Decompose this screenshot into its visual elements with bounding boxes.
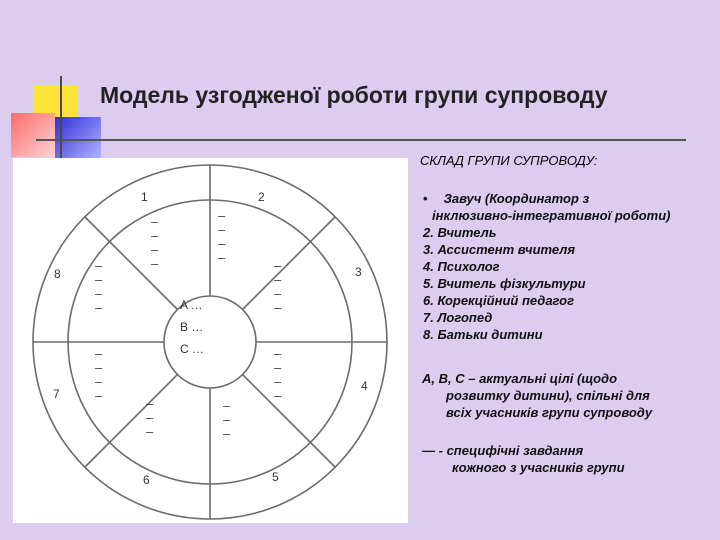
goals-legend — [422, 370, 712, 421]
sector-number-8: 8 — [54, 267, 61, 281]
divider-ne — [243, 217, 336, 310]
task-dash-mark: – — [274, 374, 282, 389]
task-dash-mark: – — [95, 388, 103, 403]
task-dash-mark: – — [274, 360, 282, 375]
task-dash-mark: – — [95, 360, 103, 375]
list-item: 4. Психолог — [423, 259, 500, 274]
member-list — [423, 190, 671, 343]
task-dash-mark: – — [274, 388, 282, 403]
task-dash-mark: – — [274, 258, 282, 273]
center-goal-label: C … — [180, 342, 204, 356]
task-dash-mark: – — [95, 374, 103, 389]
list-item: 3. Ассистент вчителя — [423, 242, 576, 257]
task-dash-mark: – — [95, 346, 103, 361]
list-item: 5. Вчитель фізкультури — [423, 276, 586, 291]
list-item: 2. Вчитель — [423, 225, 497, 240]
sector-number-7: 7 — [53, 387, 60, 401]
task-dash-mark: – — [223, 412, 231, 427]
task-dash-mark: – — [274, 300, 282, 315]
decor-pink-square — [11, 113, 55, 157]
task-dash-mark: – — [151, 242, 159, 257]
task-dash-mark: – — [151, 228, 159, 243]
task-dash-mark: – — [218, 250, 226, 265]
list-item: 6. Корекційний педагог — [423, 293, 575, 308]
list-item: 8. Батьки дитини — [423, 327, 543, 342]
task-dash-mark: – — [151, 214, 159, 229]
circle-diagram — [13, 158, 408, 523]
goals-legend-line: розвитку дитини), спільні для — [446, 388, 650, 403]
task-dash-mark: – — [274, 272, 282, 287]
inner-circle — [164, 296, 256, 388]
dash-legend — [422, 442, 712, 476]
sector-number-4: 4 — [361, 379, 368, 393]
list-item: 7. Логопед — [423, 310, 493, 325]
task-dash-mark: – — [95, 258, 103, 273]
diagram-panel — [13, 158, 408, 523]
goals-legend-line: всіх учасників групи супроводу — [446, 405, 653, 420]
composition-title: СКЛАД ГРУПИ СУПРОВОДУ: — [420, 153, 598, 168]
dash-legend-line: специфічні завдання — [446, 443, 584, 458]
dash-legend-marker: — - — [422, 443, 443, 458]
task-dash-mark: – — [218, 222, 226, 237]
bullet-marker: • — [423, 191, 428, 206]
sector-number-3: 3 — [355, 265, 362, 279]
sector-number-6: 6 — [143, 473, 150, 487]
center-goal-label: A … — [180, 298, 203, 312]
task-dash-mark: – — [274, 346, 282, 361]
task-dash-mark: – — [218, 208, 226, 223]
task-dash-mark: – — [151, 256, 159, 271]
list-item: • Завуч (Координатор з — [423, 191, 590, 206]
task-dash-mark: – — [95, 300, 103, 315]
task-dash-mark: – — [146, 424, 154, 439]
slide-title: Модель узгодженої роботи групи супроводу — [100, 82, 608, 108]
sector-number-1: 1 — [141, 190, 148, 204]
task-dash-mark: – — [146, 410, 154, 425]
task-dash-mark: – — [223, 398, 231, 413]
sector-number-2: 2 — [258, 190, 265, 204]
task-dash-mark: – — [95, 272, 103, 287]
divider-se — [243, 375, 336, 468]
center-goal-label: B … — [180, 320, 204, 334]
goals-legend-line: A, B, C – актуальні цілі (щодо — [422, 371, 618, 386]
dash-legend-line: кожного з учасників групи — [452, 460, 625, 475]
list-item: інклюзивно-інтегративної роботи) — [432, 208, 671, 223]
sector-number-5: 5 — [272, 470, 279, 484]
title-underline — [36, 139, 686, 141]
task-dash-mark: – — [146, 396, 154, 411]
task-dash-mark: – — [218, 236, 226, 251]
task-dash-mark: – — [95, 286, 103, 301]
task-dash-mark: – — [274, 286, 282, 301]
decor-vertical-line — [60, 76, 62, 158]
task-dash-mark: – — [223, 426, 231, 441]
